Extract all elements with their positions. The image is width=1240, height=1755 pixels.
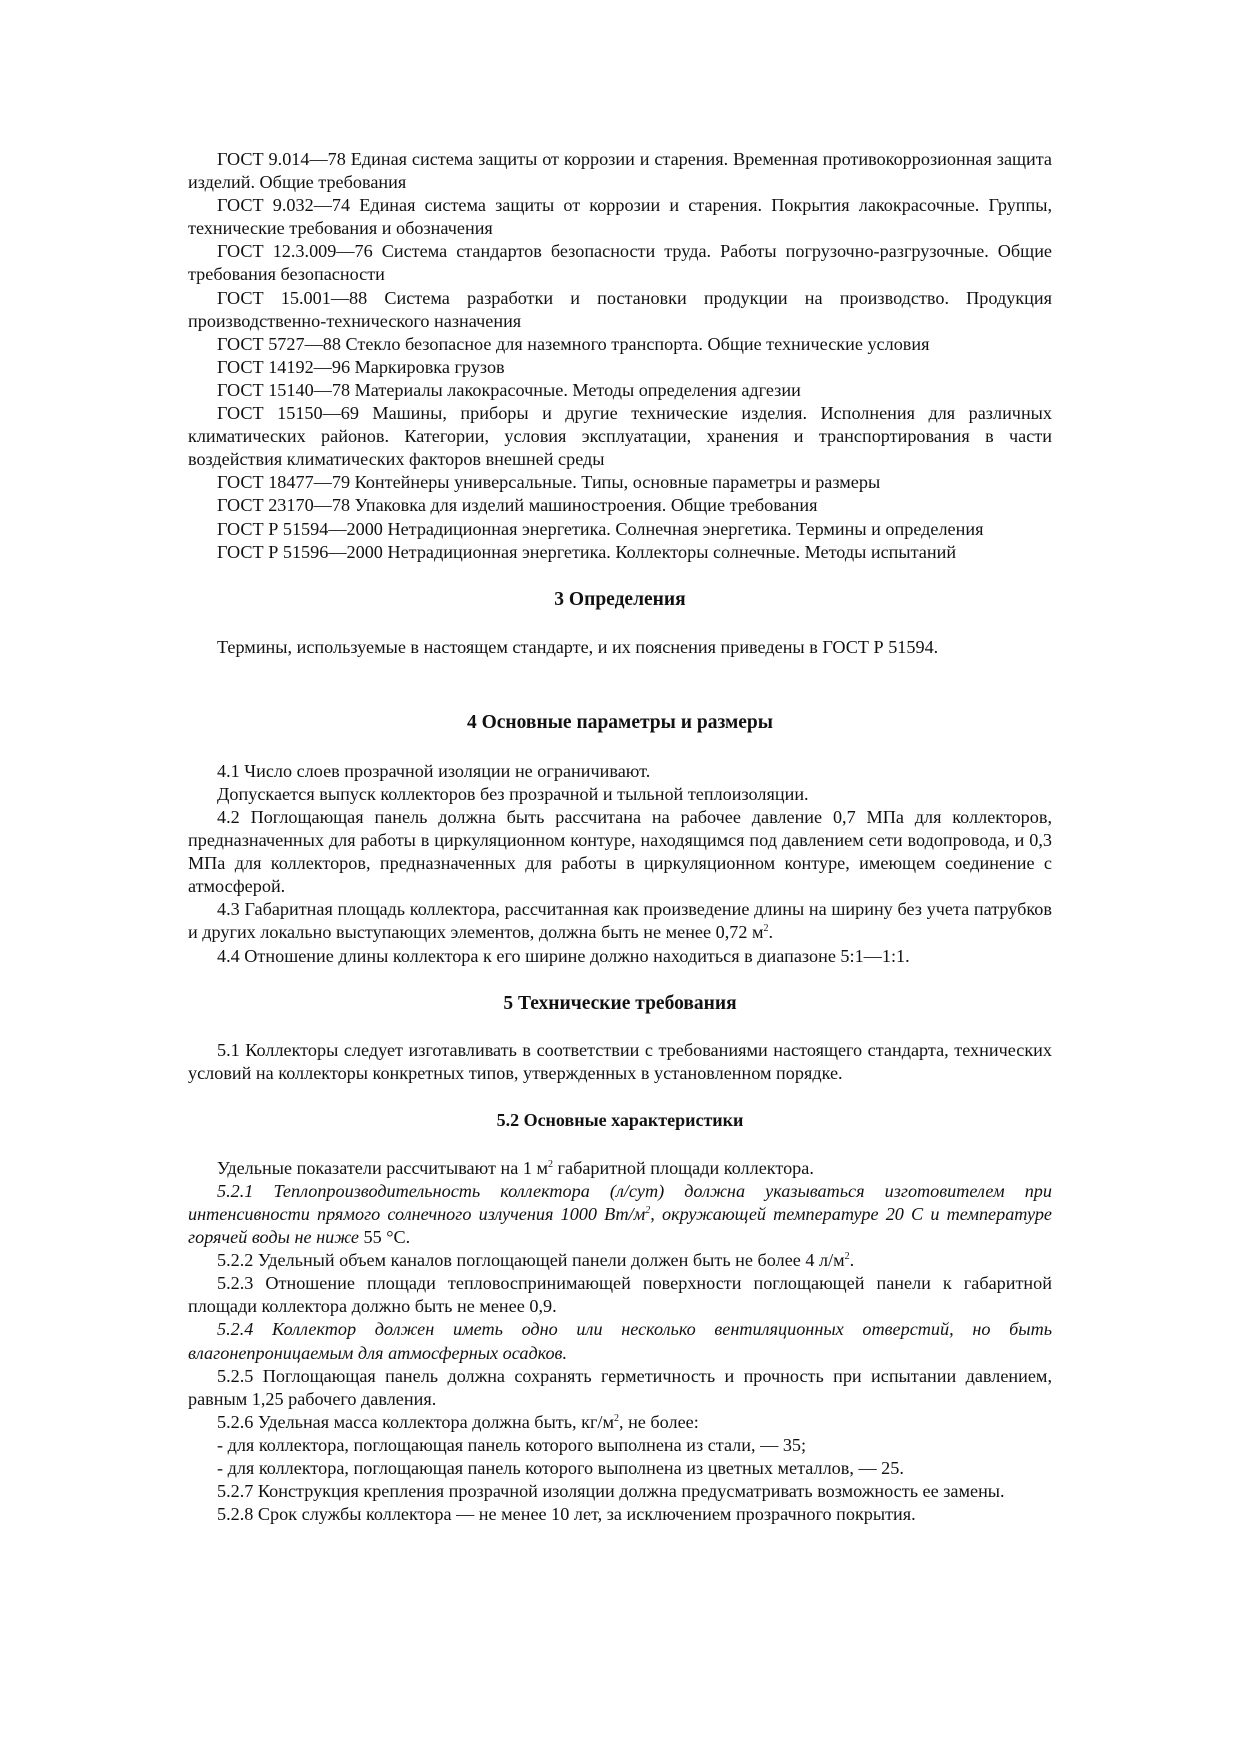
reference-item: ГОСТ 18477—79 Контейнеры универсальные. Типы, основные параметры и размеры	[217, 472, 881, 493]
document-page	[188, 148, 1052, 1526]
paragraph-5-2-6	[188, 1411, 1052, 1434]
paragraph-5-2-4: 5.2.4 Коллектор должен иметь одно или несколько вентиляционных отверстий, но быть влагонепроницаемым для атмосферных осадков.	[188, 1319, 1052, 1363]
subsection-5-2-heading: 5.2 Основные характеристики	[496, 1109, 744, 1130]
reference-item: ГОСТ 9.014—78 Единая система защиты от коррозии и старения. Временная противокоррозионная защита изделий. Общие требования	[188, 149, 1052, 193]
superscript: 2	[547, 1158, 553, 1170]
intro-text-a: Удельные показатели рассчитывают на 1 м	[217, 1157, 548, 1178]
paragraph-5-1: 5.1 Коллекторы следует изготавливать в соответствии с требованиями настоящего стандарта, технических условий на коллекторы конкретных типов, утвержденных в установленном порядке.	[188, 1039, 1052, 1083]
superscript: 2	[613, 1412, 619, 1424]
superscript: 2	[844, 1251, 850, 1263]
paragraph-5-2-6-text-a: 5.2.6 Удельная масса коллектора должна быть, кг/м	[217, 1411, 614, 1432]
paragraph-5-2-1-text-c: 55 °С.	[358, 1227, 411, 1248]
reference-item: ГОСТ 9.032—74 Единая система защиты от коррозии и старения. Покрытия лакокрасочные. Группы, технические требования и обозначения	[188, 195, 1052, 239]
paragraph-5-2-6-text-b: , не более:	[618, 1411, 699, 1432]
paragraph-4-3-text: 4.3 Габаритная площадь коллектора, рассчитанная как произведение длины на ширину без учета патрубков и других локально выступающих элементов, должна быть не менее 0,72 м	[188, 899, 1052, 943]
normative-references-list	[188, 148, 1052, 564]
paragraph-5-2-intro	[188, 1157, 1052, 1180]
paragraph-5-2-1-text-a: 5.2.1 Теплопроизводительность коллектора (л/сут) должна указываться изготовителем при интенсивности прямого солнечного излучения 1000 Вт/м	[188, 1180, 1052, 1224]
list-item-nonferrous: - для коллектора, поглощающая панель которого выполнена из цветных металлов, — 25.	[217, 1458, 904, 1479]
paragraph-4-3-end: .	[768, 922, 774, 943]
paragraph-5-2-3: 5.2.3 Отношение площади тепловоспринимающей поверхности поглощающей панели к габаритной площади коллектора должно быть не менее 0,9.	[188, 1273, 1052, 1317]
reference-item: ГОСТ 23170—78 Упаковка для изделий машиностроения. Общие требования	[217, 495, 818, 516]
superscript: 2	[645, 1204, 651, 1216]
intro-text-b: габаритной площади коллектора.	[552, 1157, 814, 1178]
section-3-text: Термины, используемые в настоящем стандарте, и их пояснения приведены в ГОСТ Р 51594.	[217, 636, 939, 657]
reference-item: ГОСТ 5727—88 Стекло безопасное для наземного транспорта. Общие технические условия	[217, 333, 930, 354]
reference-item: ГОСТ 12.3.009—76 Система стандартов безопасности труда. Работы погрузочно-разгрузочные. Общие требования безопасности	[188, 241, 1052, 285]
reference-item: ГОСТ 15.001—88 Система разработки и постановки продукции на производство. Продукция производственно-технического назначения	[188, 287, 1052, 331]
section-4-heading: 4 Основные параметры и размеры	[466, 711, 774, 733]
paragraph-5-2-8: 5.2.8 Срок службы коллектора — не менее 10 лет, за исключением прозрачного покрытия.	[217, 1504, 916, 1525]
reference-item: ГОСТ Р 51596—2000 Нетрадиционная энергетика. Коллекторы солнечные. Методы испытаний	[217, 541, 957, 562]
paragraph-4-1: 4.1 Число слоев прозрачной изоляции не ограничивают.	[217, 760, 651, 781]
paragraph-5-2-1	[188, 1180, 1052, 1249]
paragraph-5-2-5: 5.2.5 Поглощающая панель должна сохранять герметичность и прочность при испытании давлением, равным 1,25 рабочего давления.	[188, 1365, 1052, 1409]
reference-item: ГОСТ Р 51594—2000 Нетрадиционная энергетика. Солнечная энергетика. Термины и определения	[217, 518, 984, 539]
paragraph-4-3	[188, 898, 1052, 944]
list-item-steel: - для коллектора, поглощающая панель которого выполнена из стали, — 35;	[217, 1434, 807, 1455]
paragraph-4-2: 4.2 Поглощающая панель должна быть рассчитана на рабочее давление 0,7 МПа для коллекторов, предназначенных для работы в циркуляционном контуре, находящимся под давлением сети водопровода, и 0,3 МПа для коллекторов, предназначенных для работы в циркуляционном контуре, имеющем соединение с атмосферой.	[188, 806, 1052, 897]
reference-item: ГОСТ 14192—96 Маркировка грузов	[217, 356, 505, 377]
reference-item: ГОСТ 15140—78 Материалы лакокрасочные. Методы определения адгезии	[217, 379, 801, 400]
paragraph-5-2-2-text-a: 5.2.2 Удельный объем каналов поглощающей панели должен быть не более 4 л/м	[217, 1250, 845, 1271]
paragraph-5-2-2	[188, 1249, 1052, 1272]
paragraph-4-1-note: Допускается выпуск коллекторов без прозрачной и тыльной теплоизоляции.	[217, 783, 809, 804]
paragraph-4-4: 4.4 Отношение длины коллектора к его ширине должно находиться в диапазоне 5:1—1:1.	[217, 945, 910, 966]
paragraph-5-2-7: 5.2.7 Конструкция крепления прозрачной изоляции должна предусматривать возможность ее замены.	[217, 1481, 1005, 1502]
section-3-heading: 3 Определения	[554, 588, 686, 610]
paragraph-5-2-2-text-b: .	[849, 1250, 855, 1271]
reference-item: ГОСТ 15150—69 Машины, приборы и другие технические изделия. Исполнения для различных климатических районов. Категории, условия эксплуатации, хранения и транспортирования в части воздействия климатических факторов внешней среды	[188, 403, 1052, 470]
superscript: 2	[763, 923, 769, 935]
paragraph-5-2-1-text-b: , окружающей температуре 20 С и температуре горячей воды не ниже	[188, 1204, 1052, 1248]
section-5-heading: 5 Технические требования	[503, 992, 737, 1014]
